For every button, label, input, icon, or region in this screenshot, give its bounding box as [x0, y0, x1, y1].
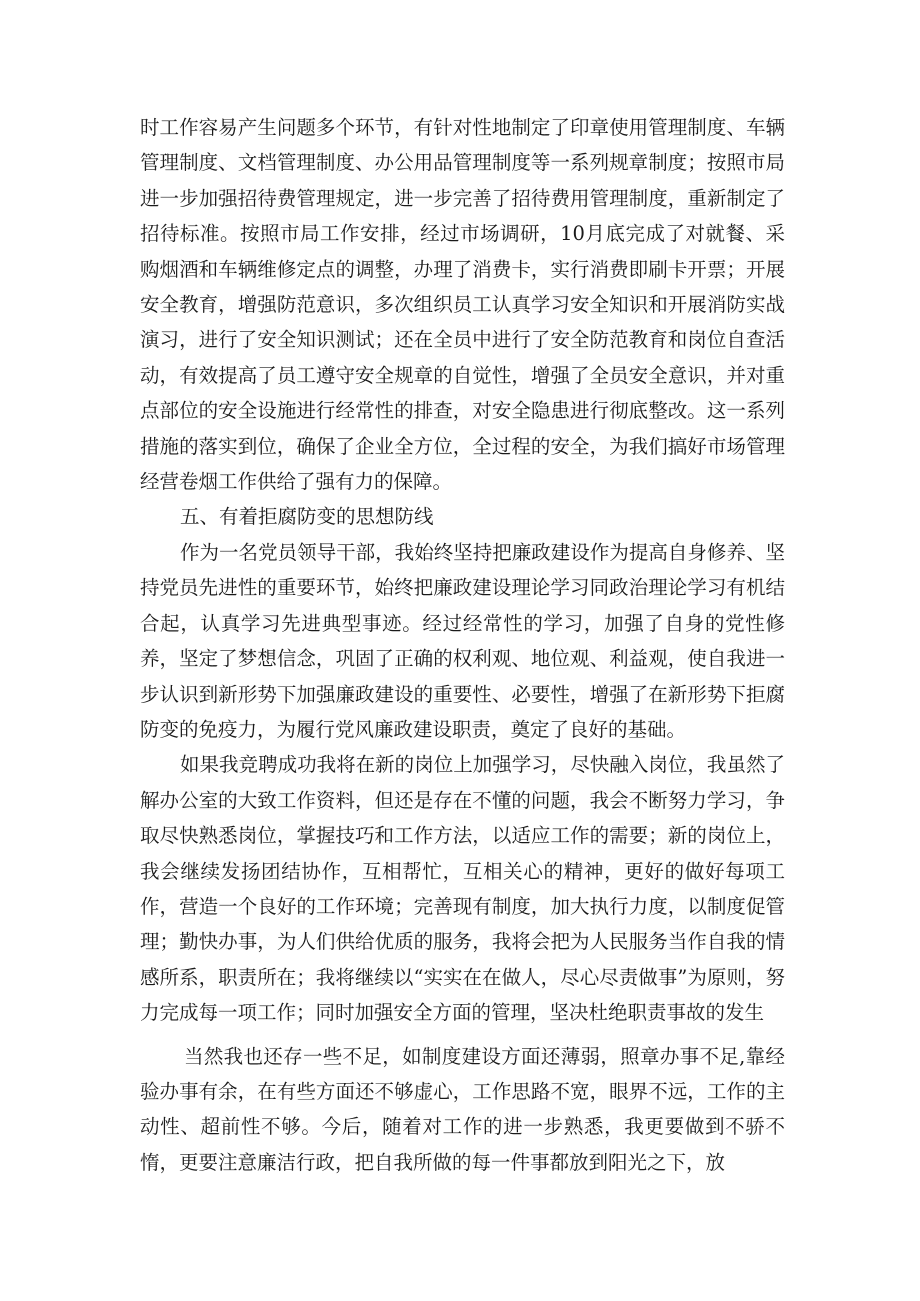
- paragraph-shortcomings: 当然我也还存一些不足，如制度建设方面还薄弱，照章办事不足,靠经验办事有余，在有些方面还不够虚心，工作思路不宽，眼界不远，工作的主动性、超前性不够。今后，随着对工作的进一步熟悉，我更要做到不骄不惰，更要注意廉洁行政，把自我所做的每一件事都放到阳光之下，放: [140, 1044, 785, 1174]
- paragraph-integrity-study: 作为一名党员领导干部，我始终坚持把廉政建设作为提高自身修养、坚持党员先进性的重要环节，始终把廉政建设理论学习同政治理论学习有机结合起，认真学习先进典型事迹。经过经常性的学习，加强了自身的党性修养，坚定了梦想信念，巩固了正确的权利观、地位观、利益观，使自我进一步认识到新形势下加强廉政建设的重要性、必要性，增强了在新形势下拒腐防变的免疫力，为履行党风廉政建设职责，奠定了良好的基础。: [140, 540, 785, 741]
- paragraph-admin-rules: 时工作容易产生问题多个环节，有针对性地制定了印章使用管理制度、车辆管理制度、文档管理制度、办公用品管理制度等一系列规章制度；按照市局进一步加强招待费管理规定，进一步完善了招待费用管理制度，重新制定了招待标准。按照市局工作安排，经过市场调研，10月底完成了对就餐、采购烟酒和车辆维修定点的调整，办理了消费卡，实行消费即刷卡开票；开展安全教育，增强防范意识，多次组织员工认真学习安全知识和开展消防实战演习，进行了安全知识测试；还在全员中进行了安全防范教育和岗位自查活动，有效提高了员工遵守安全规章的自觉性，增强了全员安全意识，并对重点部位的安全设施进行经常性的排查，对安全隐患进行彻底整改。这一系列措施的落实到位，确保了企业全方位，全过程的安全，为我们搞好市场管理经营卷烟工作供给了强有力的保障。: [140, 116, 785, 494]
- document-body: [140, 110, 785, 1180]
- paragraph-gap: [140, 1031, 785, 1039]
- paragraph-future-plans: 如果我竞聘成功我将在新的岗位上加强学习，尽快融入岗位，我虽然了解办公室的大致工作资料，但还是存在不懂的问题，我会不断努力学习，争取尽快熟悉岗位，掌握技巧和工作方法，以适应工作的需要；新的岗位上，我会继续发扬团结协作，互相帮忙，互相关心的精神，更好的做好每项工作，营造一个良好的工作环境；完善现有制度，加大执行力度，以制度促管理；勤快办事，为人们供给优质的服务，我将会把为人民服务当作自我的情感所系，职责所在；我将继续以“实实在在做人，尽心尽责做事”为原则，努力完成每一项工作；同时加强安全方面的管理，坚决杜绝职责事故的发生: [140, 753, 785, 1025]
- section-heading-anti-corruption: 五、有着拒腐防变的思想防线: [180, 505, 434, 529]
